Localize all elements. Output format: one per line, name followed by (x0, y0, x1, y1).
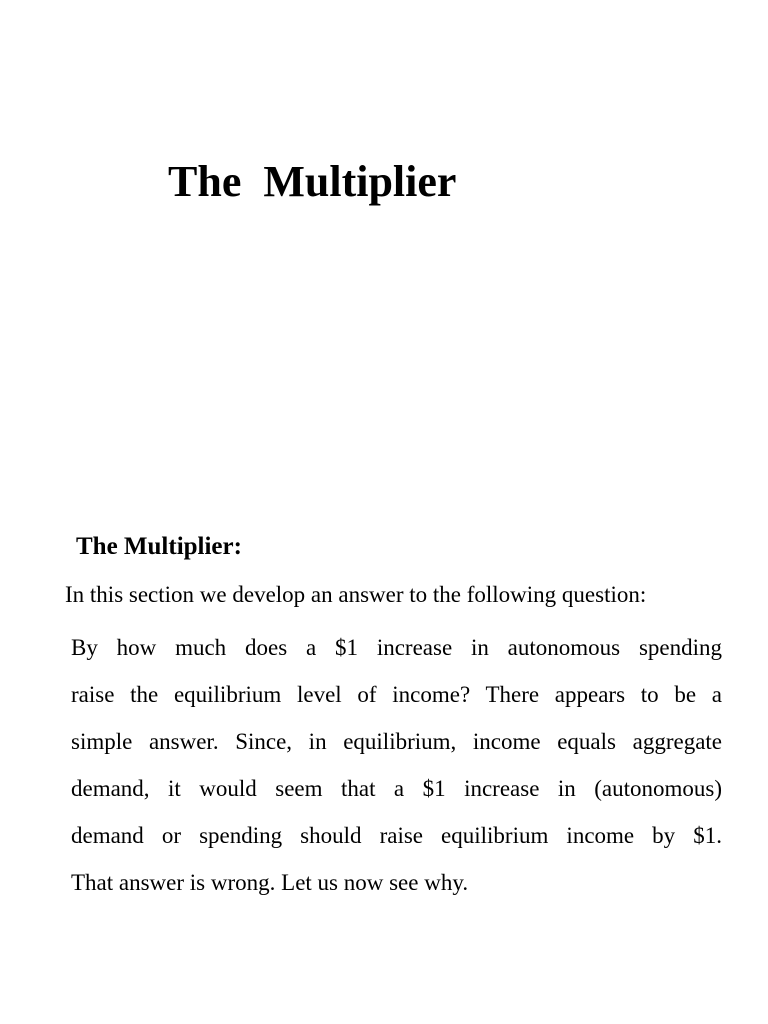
paragraph-line: simple answer. Since, in equilibrium, income equals aggregate (71, 729, 722, 754)
paragraph-line: demand or spending should raise equilibrium income by $1. (71, 823, 722, 848)
paragraph-body (71, 624, 722, 906)
paragraph-line: demand, it would seem that a $1 increase in (autonomous) (71, 776, 722, 801)
paragraph-line: raise the equilibrium level of income? There appears to be a (71, 682, 722, 707)
paragraph-line: By how much does a $1 increase in autonomous spending (71, 635, 722, 660)
page-title: The Multiplier (168, 157, 457, 206)
paragraph-first-line: In this section we develop an answer to the following question: (65, 582, 647, 607)
section-heading: The Multiplier: (76, 533, 242, 560)
paragraph-line: That answer is wrong. Let us now see why. (71, 870, 469, 895)
